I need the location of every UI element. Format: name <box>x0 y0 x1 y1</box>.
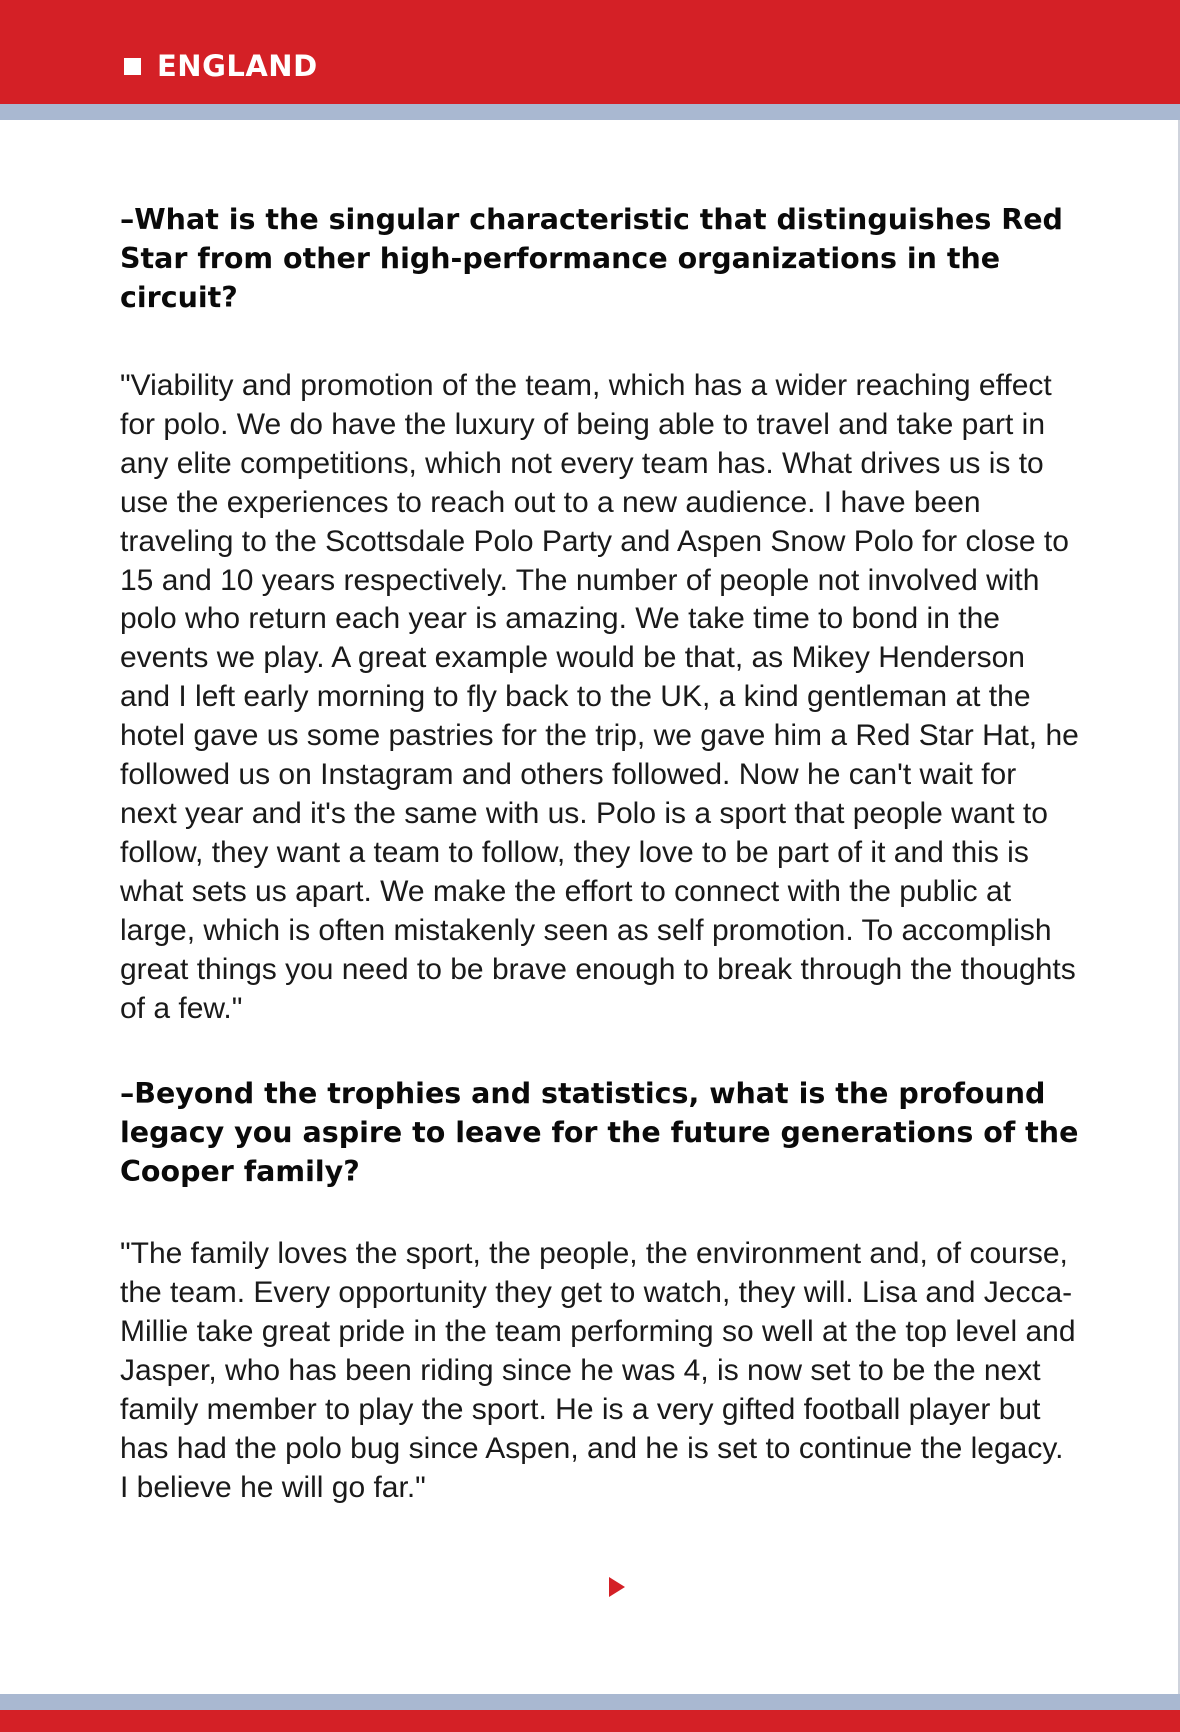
continue-arrow-icon <box>609 1577 625 1597</box>
footer-band <box>0 1710 1180 1732</box>
header-stripe <box>0 104 1180 120</box>
answer-1: "Viability and promotion of the team, which has a wider reaching effect for polo. We do have the luxury of being able to travel and take part in any elite competitions, which not every team has. What drives us is to use the experiences to reach out to a new audience. I have been traveling to the Scottsdale Polo Party and Aspen Snow Polo for close to 15 and 10 years respectively. The number of people not involved with polo who return each year is amazing. We take time to bond in the events we play. A great example would be that, as Mikey Henderson and I left early morning to fly back to the UK, a kind gentleman at the hotel gave us some pastries for the trip, we gave him a Red Star Hat, he followed us on Instagram and others followed. Now he can't wait for next year and it's the same with us. Polo is a sport that people want to follow, they want a team to follow, they love to be part of it and this is what sets us apart. We make the effort to connect with the public at large, which is often mistakenly seen as self promotion. To accomplish great things you need to be brave enough to break through the thoughts of a few." <box>120 369 1079 1025</box>
question-1: –What is the singular characteristic that distinguishes Red Star from other high-performance organizations in the circuit? <box>120 203 1063 314</box>
footer-stripe <box>0 1694 1180 1710</box>
question-2: –Beyond the trophies and statistics, what is the profound legacy you aspire to leave for the future generations of the Cooper family? <box>120 1077 1079 1189</box>
square-icon <box>124 58 141 75</box>
section-label <box>124 48 318 84</box>
answer-2: "The family loves the sport, the people, the environment and, of course, the team. Every opportunity they get to watch, they will. Lisa and Jecca-Millie take great pride in the team performing so well at the top level and Jasper, who has been riding since he was 4, is now set to be the next family member to play the sport. He is a very gifted football player but has had the polo bug since Aspen, and he is set to continue the legacy. I believe he will go far." <box>120 1237 1076 1504</box>
article-body <box>120 200 1080 1508</box>
section-label-text: ENGLAND <box>157 49 318 83</box>
